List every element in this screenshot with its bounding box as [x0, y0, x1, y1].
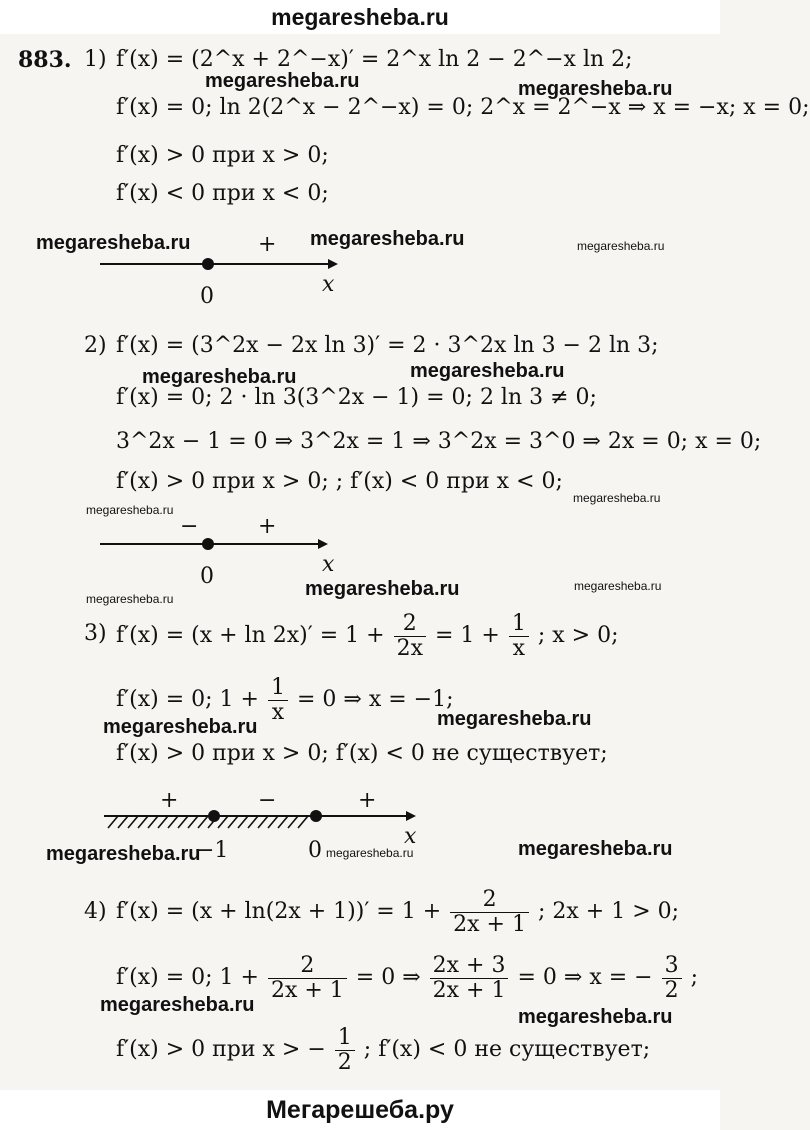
sign-minus: −	[180, 514, 199, 539]
numerator: 1	[268, 676, 288, 701]
watermark: megaresheba.ru	[205, 70, 360, 92]
sign-plus: +	[258, 514, 277, 539]
watermark: megaresheba.ru	[100, 994, 255, 1016]
watermark: megaresheba.ru	[518, 1006, 673, 1028]
part-2-line-2: f′(x) = 0; 2 · ln 3(3^2x − 1) = 0; 2 ln 3 ≠ 0;	[116, 385, 597, 410]
fraction	[509, 612, 529, 661]
denominator: x	[271, 699, 285, 725]
fraction	[662, 954, 682, 1003]
watermark-small: megaresheba.ru	[326, 846, 414, 860]
point-label: −1	[196, 838, 229, 863]
problem-number: 883.	[18, 47, 72, 73]
expr: f′(x) = 0; 1 +	[116, 965, 259, 990]
watermark: megaresheba.ru	[142, 366, 297, 388]
part-4-number: 4)	[84, 899, 107, 924]
expr: f′(x) = (x + ln 2x)′ = 1 +	[116, 623, 385, 648]
watermark: megaresheba.ru	[305, 578, 460, 600]
sign-plus: +	[258, 232, 277, 257]
watermark-small: megaresheba.ru	[86, 503, 174, 517]
expr: = 1 +	[434, 623, 500, 648]
expr: = 0 ⇒	[355, 965, 421, 990]
numerator: 2	[394, 612, 426, 637]
expr: = 0 ⇒ x = −	[517, 965, 653, 990]
denominator: 2x + 1	[270, 977, 344, 1003]
sign-plus: +	[160, 788, 179, 813]
part-4-line-3	[116, 1022, 650, 1078]
part-4-line-1	[116, 884, 679, 940]
expr: ;	[690, 965, 699, 990]
fraction	[268, 954, 347, 1003]
part-3-number: 3)	[84, 621, 107, 646]
sign-plus: +	[358, 788, 377, 813]
axis-label: x	[322, 552, 335, 577]
axis-label: x	[404, 824, 417, 849]
part-1-number: 1)	[84, 47, 107, 72]
watermark: megaresheba.ru	[103, 716, 258, 738]
expr: = 0 ⇒ x = −1;	[296, 687, 454, 712]
fraction	[430, 954, 509, 1003]
fraction	[450, 888, 529, 937]
numerator: 2	[268, 954, 347, 979]
expr: ; 2x + 1 > 0;	[537, 899, 680, 924]
expr: f′(x) > 0 при x > −	[116, 1037, 326, 1062]
watermark-small: megaresheba.ru	[573, 491, 661, 505]
part-1-line-4: f′(x) < 0 при x < 0;	[116, 181, 329, 206]
fraction	[394, 612, 426, 661]
number-line-2	[100, 530, 340, 560]
axis-label: x	[322, 272, 335, 297]
watermark: megaresheba.ru	[518, 838, 673, 860]
site-footer[interactable]: Мегарешеба.ру	[0, 1090, 720, 1130]
point-label: 0	[308, 838, 322, 863]
watermark: megaresheba.ru	[437, 708, 592, 730]
sign-minus: −	[258, 788, 277, 813]
point-label: 0	[200, 564, 214, 589]
numerator: 1	[509, 612, 529, 637]
watermark: megaresheba.ru	[518, 78, 673, 100]
numerator: 1	[335, 1026, 355, 1051]
part-2-number: 2)	[84, 333, 107, 358]
part-3-line-1	[116, 608, 619, 664]
watermark: megaresheba.ru	[36, 232, 191, 254]
number-line-1	[100, 250, 340, 280]
watermark-small: megaresheba.ru	[574, 579, 662, 593]
numerator: 3	[662, 954, 682, 979]
numerator: 2x + 3	[430, 954, 509, 979]
watermark: megaresheba.ru	[410, 360, 565, 382]
expr: f′(x) = (x + ln(2x + 1))′ = 1 +	[116, 899, 442, 924]
watermark-small: megaresheba.ru	[577, 239, 665, 253]
denominator: 2	[664, 977, 679, 1003]
watermark-small: megaresheba.ru	[86, 592, 174, 606]
part-2-line-3: 3^2x − 1 = 0 ⇒ 3^2x = 1 ⇒ 3^2x = 3^0 ⇒ 2x = 0; x = 0;	[116, 429, 762, 454]
watermark: megaresheba.ru	[310, 228, 465, 250]
expr: f′(x) = 0; 1 +	[116, 687, 259, 712]
expr: ; f′(x) < 0 не существует;	[363, 1037, 651, 1062]
part-4-line-2	[116, 950, 698, 1006]
part-1-line-1: f′(x) = (2^x + 2^−x)′ = 2^x ln 2 − 2^−x ln 2;	[116, 47, 633, 72]
part-1-line-3: f′(x) > 0 при x > 0;	[116, 143, 329, 168]
denominator: 2	[337, 1049, 352, 1075]
watermark: megaresheba.ru	[46, 843, 201, 865]
part-2-line-4: f′(x) > 0 при x > 0; ; f′(x) < 0 при x < 0;	[116, 469, 563, 494]
point-label: 0	[200, 284, 214, 309]
fraction	[335, 1026, 355, 1075]
denominator: 2x + 1	[453, 911, 526, 937]
denominator: x	[512, 635, 526, 661]
denominator: 2x + 1	[432, 977, 506, 1003]
part-2-line-1: f′(x) = (3^2x − 2x ln 3)′ = 2 · 3^2x ln 3 − 2 ln 3;	[116, 333, 659, 358]
part-3-line-2	[116, 672, 453, 728]
part-3-line-3: f′(x) > 0 при x > 0; f′(x) < 0 не существует;	[116, 741, 608, 766]
numerator: 2	[450, 888, 529, 913]
site-header[interactable]: megaresheba.ru	[0, 0, 720, 34]
fraction	[268, 676, 288, 725]
expr: ; x > 0;	[537, 623, 619, 648]
denominator: 2x	[396, 635, 423, 661]
part-1-line-2: f′(x) = 0; ln 2(2^x − 2^−x) = 0; 2^x = 2^−x ⇒ x = −x; x = 0;	[116, 95, 810, 120]
